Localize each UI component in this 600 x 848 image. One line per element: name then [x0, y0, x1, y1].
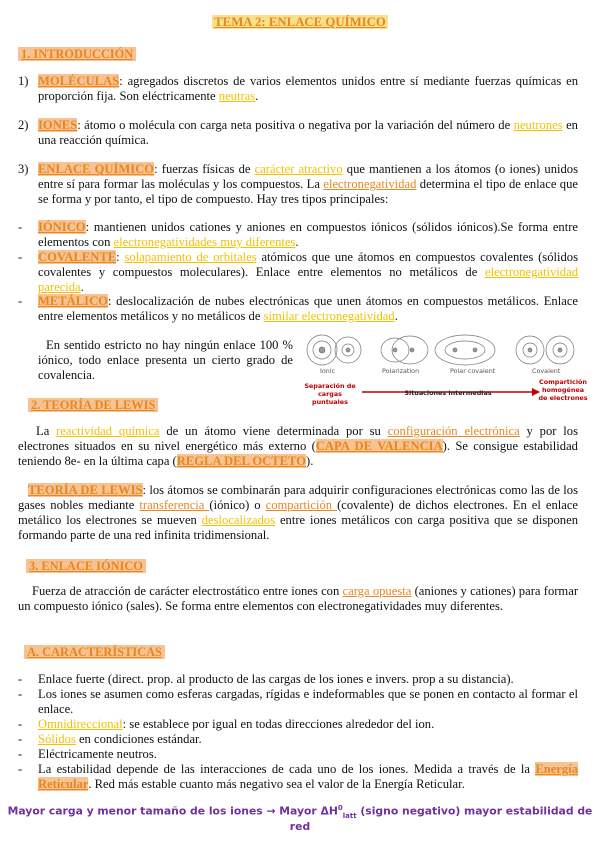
- footer-note: Mayor carga y menor tamaño de los iones → Mayor $\Delta H^0_{latt}$ (signo negativo) mayor estabilidad de red: [7, 804, 593, 833]
- section-heading-introduccion: 1. INTRODUCCIÓN: [18, 45, 136, 63]
- caption-covalent: Covalent: [532, 367, 561, 375]
- paragraph-enlace-ionico: Fuerza de atracción de carácter electrostático entre iones con carga opuesta (aniones y cationes) para formar un compuesto iónico (sales). Se forma entre elementos con electronegatividades muy diferentes.: [18, 584, 579, 613]
- label-comparticion: Compartición homogénea de electrones: [538, 378, 588, 402]
- page-title: TEMA 2: ENLACE QUÍMICO: [214, 15, 386, 29]
- label-separacion: Separación de cargas puntuales: [304, 382, 356, 406]
- section-heading-enlace-ionico: 3. ENLACE IÓNICO: [26, 557, 146, 575]
- paragraph-teoria-lewis: TEORÍA DE LEWIS: los átomos se combinarán para adquirir configuraciones electrónicas como las de los gases nobles mediante transferencia (iónico) o compartición (covalente) de dichos electrones. En el enlace metálico los electrones se mueven deslocalizados entre iones metálicos con carga positiva que se disponen formando parte de una red infinita tridimensional.: [18, 483, 579, 542]
- section-heading-caracteristicas: A. CARACTERÍSTICAS: [24, 643, 165, 661]
- note-covalencia: En sentido estricto no hay ningún enlace 100 % iónico, todo enlace presenta un cierto grado de covalencia.: [38, 338, 293, 382]
- caption-polarization: Polarization: [382, 367, 420, 375]
- caption-polar-covalent: Polar covalent: [450, 367, 496, 375]
- caption-ionic: Ionic: [320, 367, 336, 375]
- bond-spectrum-figure: [300, 330, 588, 410]
- section-heading-lewis: 2. TEORÍA DE LEWIS: [28, 396, 158, 414]
- label-intermedias: Situaciones intermedias: [404, 389, 492, 397]
- polar-covalent-cloud: [435, 335, 495, 365]
- paragraph-reactividad: La reactividad química de un átomo viene determinada por su configuración electrónica y por los electrones situados en su nivel energético más externo (CAPA DE VALENCIA). Se consigue estabilidad teniendo 8e- en la última capa (REGLA DEL OCTETO).: [18, 424, 578, 468]
